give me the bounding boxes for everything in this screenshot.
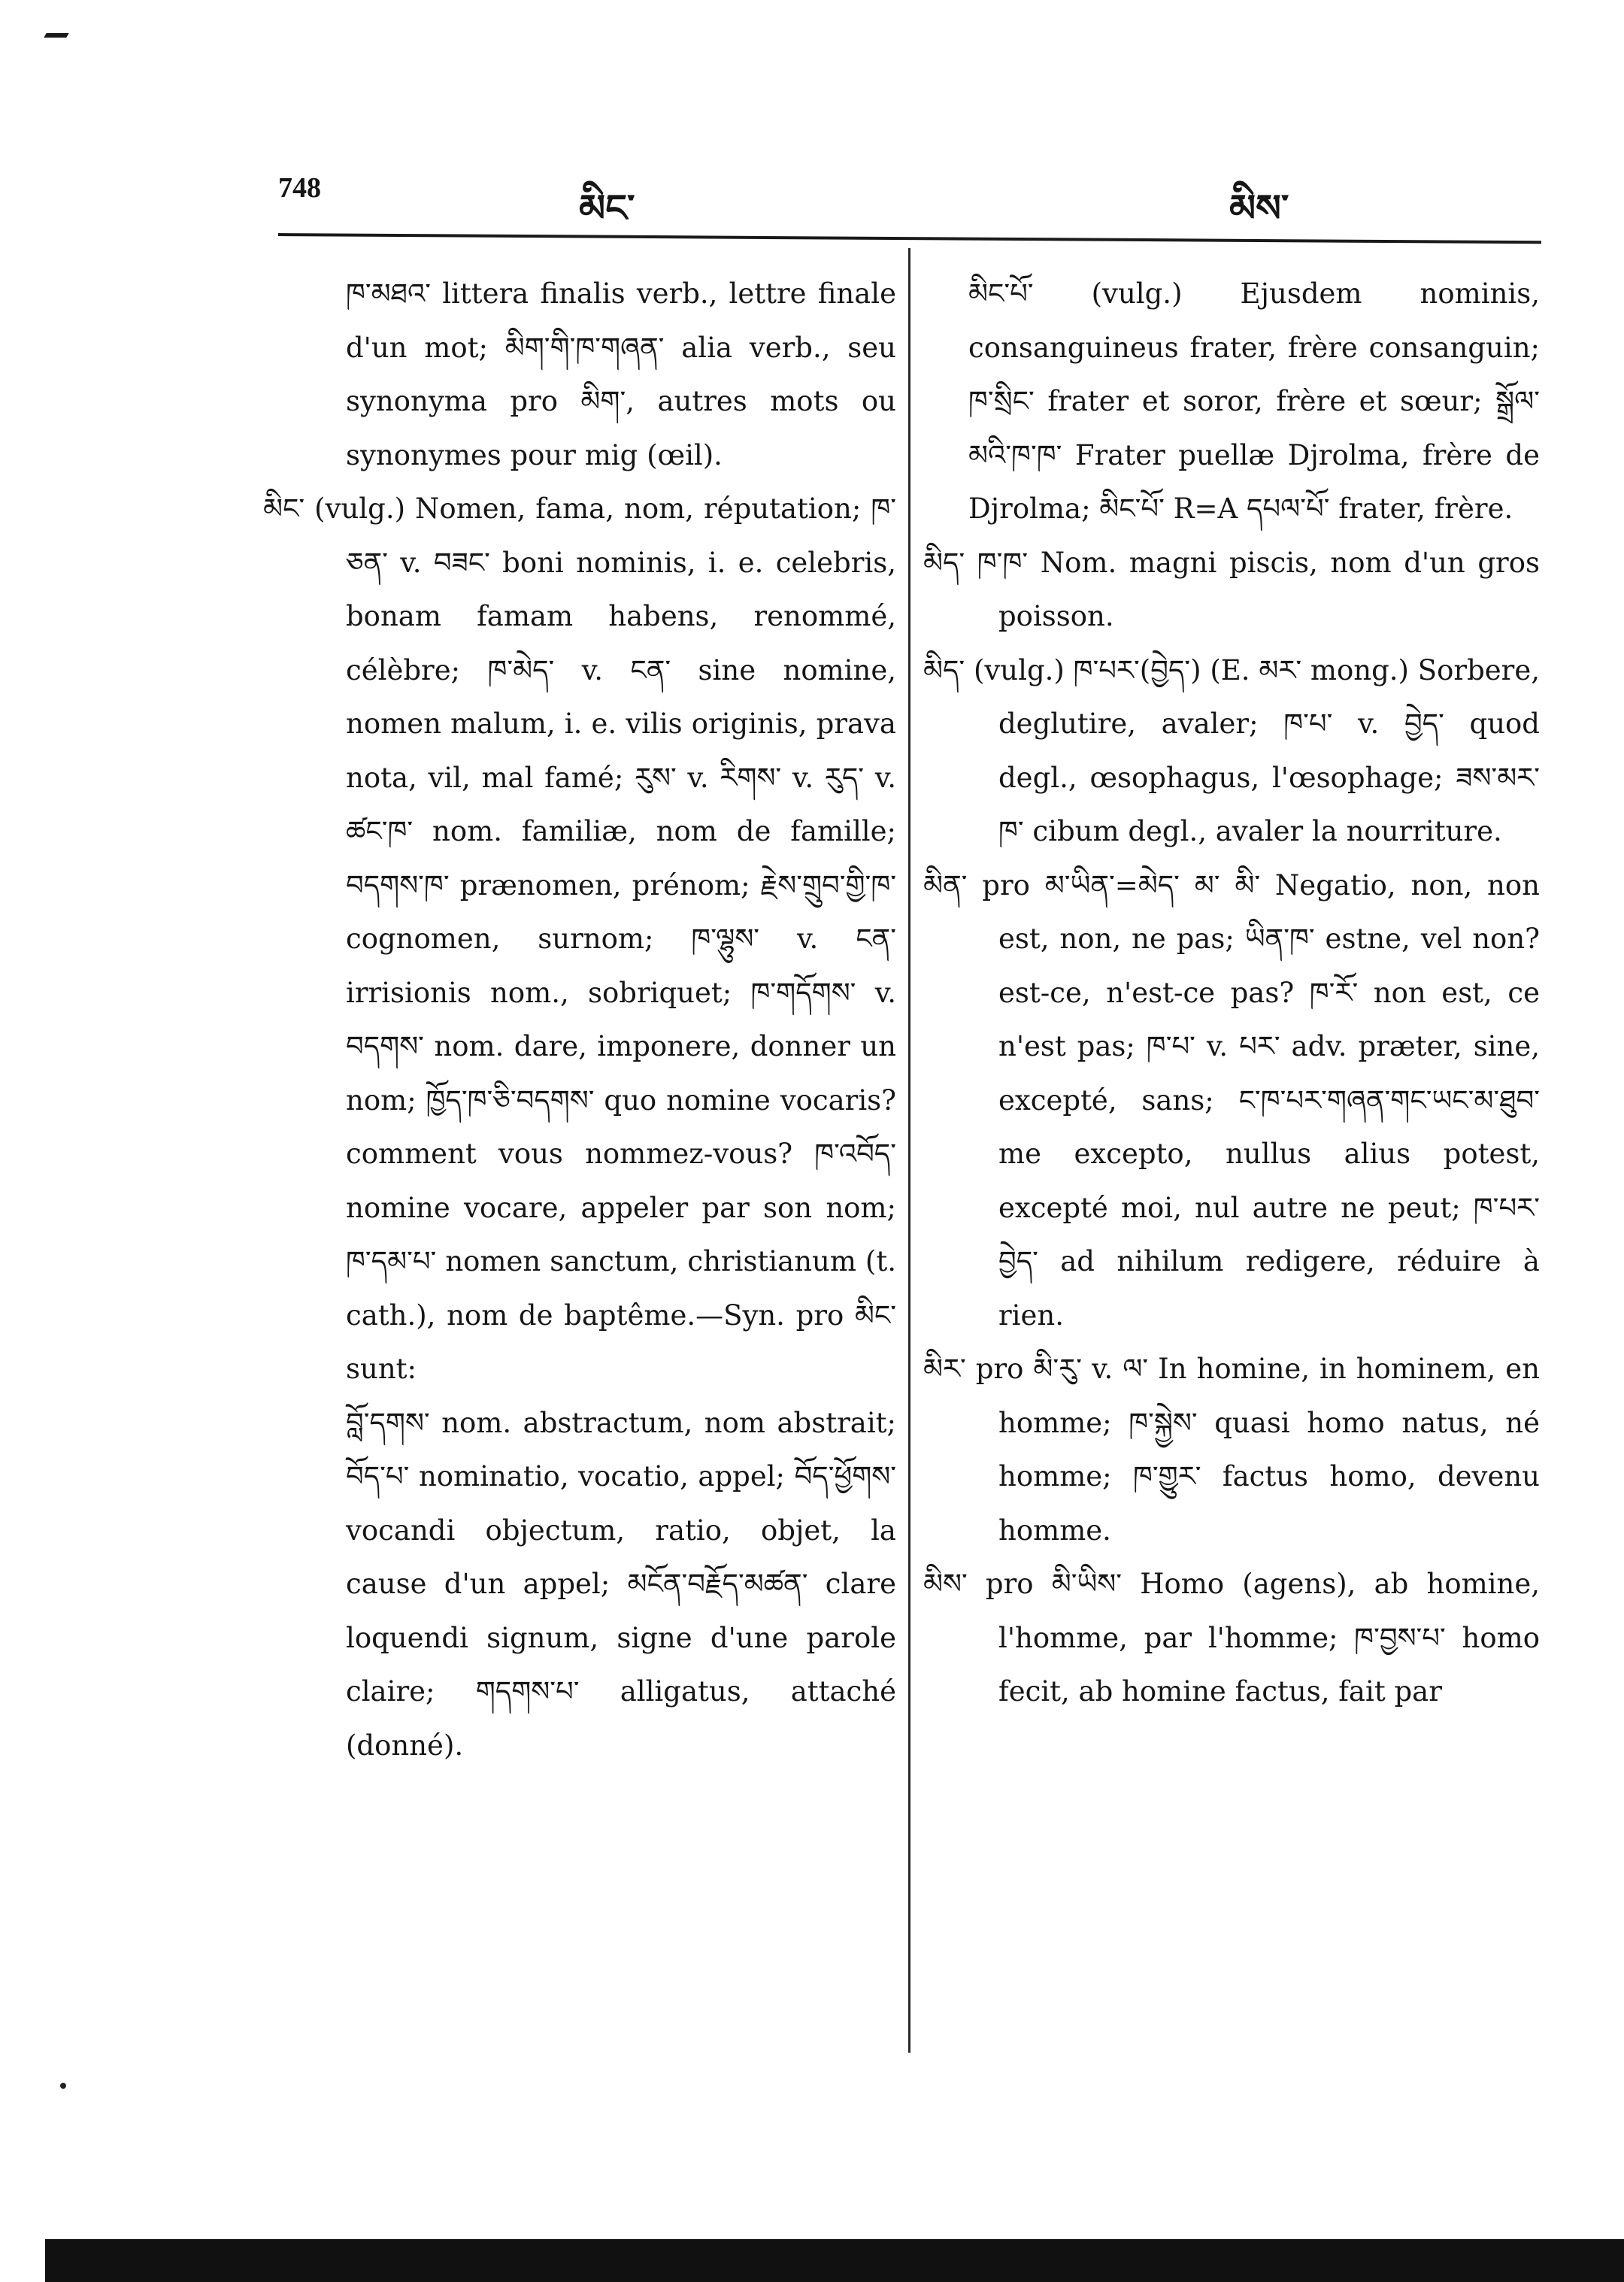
running-head-right: མིས་ [1229,186,1289,230]
print-mark [44,33,68,38]
right-column [923,267,1540,1719]
dictionary-entry: བློ་དགས་ nom. abstractum, nom abstrait; བོད་པ་ nominatio, vocatio, appel; བོད་ཕྱོགས་ vocandi objectum, ratio, objet, la cause d'un appel; མངོན་བརྗོད་མཚན་ clare loquendi signum, signe d'une parole claire; གདགས་པ་ alligatus, attaché (donné). [346,1406,896,1762]
print-speck [60,2083,66,2089]
column-divider [908,248,910,2053]
dictionary-entry: མིད་ ཁ་ཁ་ Nom. magni piscis, nom d'un gros poisson. [923,546,1540,632]
running-head-left: མིང་ [579,186,635,230]
page-number: 748 [278,172,321,204]
dictionary-entry: མིང་པོ་ (vulg.) Ejusdem nominis, consanguineus frater, frère consanguin; ཁ་སྲིང་ frater et soror, frère et sœur; སྒྲོལ་མའི་ཁ་ཁ་ Frater puellæ Djrolma, frère de Djrolma; མིང་པོ་ R=A དཔལ་པོ་ frater, frère. [968,277,1540,525]
dictionary-entry: མིས་ pro མི་ཡིས་ Homo (agens), ab homine, l'homme, par l'homme; ཁ་བྱས་པ་ homo fecit, ab homine factus, fait par [923,1568,1540,1708]
dictionary-entry: མིད་ (vulg.) ཁ་པར་(བྱེད་) (E. མར་ mong.) Sorbere, deglutire, avaler; ཁ་པ་ v. བྱེད་ quod degl., œsophagus, l'œsophage; ཟས་མར་ཁ་ cibum degl., avaler la nourriture. [923,653,1540,847]
dictionary-entry: ཁ་མཐའ་ littera finalis verb., lettre finale d'un mot; མིག་གི་ཁ་གཞན་ alia verb., seu synonyma pro མིག་, autres mots ou synonymes pour mig (œil). [346,277,896,471]
header-rule [278,233,1541,244]
left-column [263,267,896,1772]
scan-border [45,2239,1624,2282]
page-header [278,167,1541,230]
dictionary-entry: མིང་ (vulg.) Nomen, fama, nom, réputation; ཁ་ཅན་ v. བཟང་ boni nominis, i. e. celebris, bonam famam habens, renommé, célèbre; ཁ་མེད་ v. ངན་ sine nomine, nomen malum, i. e. vilis originis, prava nota, vil, mal famé; རུས་ v. རིགས་ v. རུད་ v. ཚང་ཁ་ nom. familiæ, nom de famille; བདགས་ཁ་ prænomen, prénom; རྗེས་གྲུབ་གྱི་ཁ་ cognomen, surnom; ཁ་ལྷུས་ v. ངན་ irrisionis nom., sobriquet; ཁ་གདོགས་ v. བདགས་ nom. dare, imponere, donner un nom; ཁྱོད་ཁ་ཅི་བདགས་ quo nomine vocaris? comment vous nommez-vous? ཁ་འབོད་ nomine vocare, appeler par son nom; ཁ་དམ་པ་ nomen sanctum, christianum (t. cath.), nom de baptême.—Syn. pro མིང་ sunt: [263,492,896,1385]
dictionary-entry: མིར་ pro མི་རུ་ v. ལ་ In homine, in hominem, en homme; ཁ་སྐྱེས་ quasi homo natus, né homme; ཁ་གྱུར་ factus homo, devenu homme. [923,1353,1540,1547]
dictionary-entry: མིན་ pro མ་ཡིན་=མེད་ མ་ མི་ Negatio, non, non est, non, ne pas; ཡིན་ཁ་ estne, vel non? est-ce, n'est-ce pas? ཁ་རོ་ non est, ce n'est pas; ཁ་པ་ v. པར་ adv. præter, sine, excepté, sans; ང་ཁ་པར་གཞན་གང་ཡང་མ་ཐུབ་ me excepto, nullus alius potest, excepté moi, nul autre ne peut; ཁ་པར་བྱེད་ ad nihilum redigere, réduire à rien. [923,868,1540,1332]
